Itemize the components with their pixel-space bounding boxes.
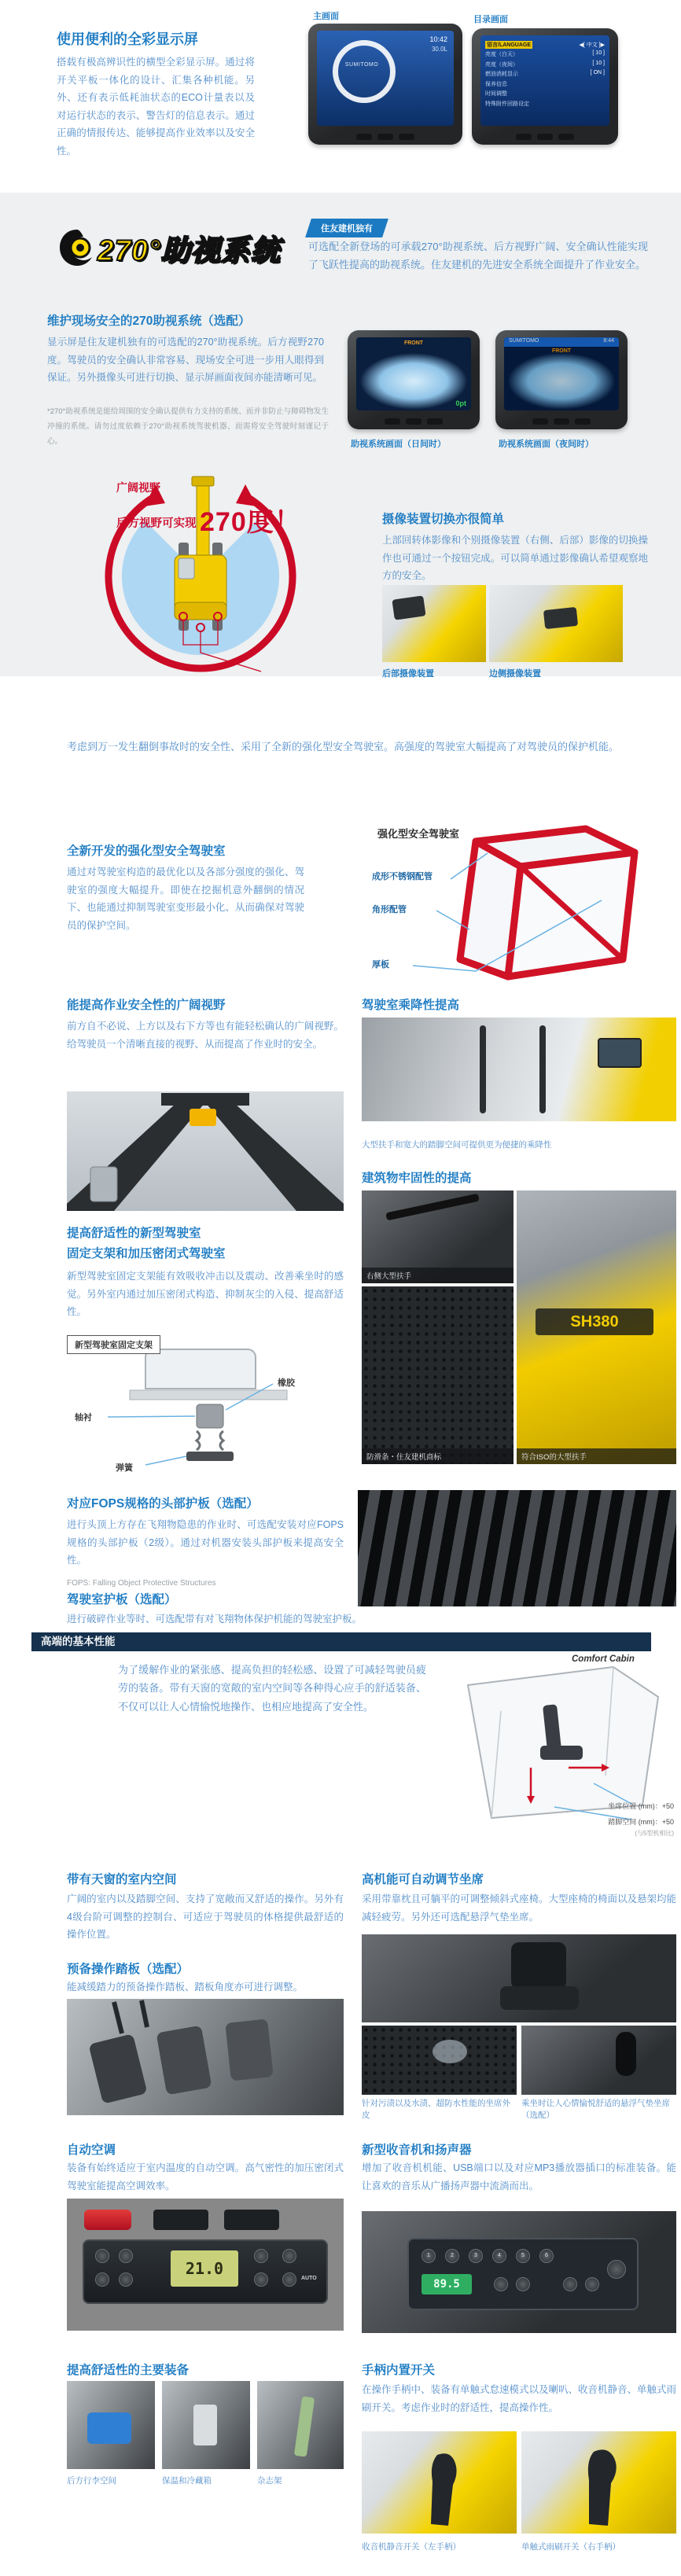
night-view-monitor-image: [495, 330, 628, 429]
menu-item-fuel-display: 燃油消耗显示: [485, 72, 518, 77]
radio-preset-button: 6: [539, 2249, 554, 2263]
console-box-icon: [193, 2405, 217, 2445]
water-drop-icon: [433, 2040, 467, 2063]
exclusive-badge: 住友建机独有: [305, 219, 388, 237]
status-label: 0pt: [455, 399, 466, 407]
skylight-frame-graphic: [67, 1091, 344, 1211]
menu-item-brightness-night: 亮度（夜间）: [485, 61, 518, 68]
assist-sub-body: 显示屏是住友建机独有的可选配的270°助视系统。后方视野270度。驾驶员的安全确认非常容易、现场安全可进一步用人眼得到保证。另外摄像头可进行切换、显示屏画面夜间亦能清晰可见。: [47, 337, 324, 383]
cab-access-title: 驾驶室乘降性提高: [362, 999, 460, 1012]
radio-button: [585, 2277, 599, 2291]
ac-button: [254, 2272, 268, 2287]
auto-label: AUTO: [301, 2276, 317, 2281]
assist-sub-title: 维护现场安全的270助视系统（选配）: [47, 315, 251, 328]
mount-diagram-title: 新型驾驶室固定支架: [67, 1335, 160, 1354]
ac-button: [254, 2249, 268, 2263]
skylight-body: 广阔的室内以及踏脚空间、支持了宽敞而又舒适的操作。另外有4级台阶可调整的控制台、可适应于驾驶员的体格提供最舒适的操作位置。: [67, 1893, 344, 1940]
radio-preset-button: 4: [492, 2249, 506, 2263]
left-handle-photo: [362, 2431, 517, 2534]
vent-icon: [224, 2210, 279, 2230]
gauge-screen: [317, 31, 454, 126]
menu-item-maintenance: 保养信息: [485, 81, 507, 87]
pedal-title: 预备操作踏板（选配）: [67, 1963, 190, 1976]
photo-caption: 右侧大型扶手: [362, 1268, 514, 1283]
joystick-graphic: [362, 2431, 517, 2534]
comparison-note: (与5型机相比): [635, 1830, 674, 1837]
ac-temperature-display: 21.0: [171, 2250, 238, 2287]
day-camera-screen: [356, 337, 471, 410]
seat-cushion-icon: [500, 1986, 579, 2010]
right-handle-photo: [521, 2431, 676, 2534]
mount-label-rubber: 橡胶: [278, 1378, 295, 1388]
machine-rear-photo: [517, 1190, 676, 1464]
monitor-buttons: [385, 418, 443, 425]
cab-diagram-title: 强化型安全驾驶室: [377, 828, 460, 840]
menu-item-brightness-day: 亮度（白天）: [485, 52, 518, 57]
radio-button: [563, 2277, 577, 2291]
day-view-monitor-image: [348, 330, 480, 429]
ac-button: [95, 2249, 109, 2263]
fops-note: FOPS: Falling Object Protective Structures: [67, 1579, 216, 1588]
fov-label-2: 后方视野可实现: [116, 517, 197, 530]
pedals-graphic: [67, 1999, 344, 2115]
seat-fabric-photo: [362, 2026, 517, 2095]
screen-brand: SUMITOMO: [509, 338, 539, 344]
screen-time: 8:44: [603, 338, 614, 344]
hazard-button: [84, 2210, 131, 2230]
fov-270-label: 270度！: [200, 507, 302, 537]
screen-fuel: 30.0L: [431, 46, 447, 53]
reinforced-cab-title: 全新开发的强化型安全驾驶室: [67, 845, 226, 858]
camera-device-icon: [543, 607, 578, 629]
night-screen-caption: 助视系统画面（夜间时）: [499, 440, 594, 449]
robustness-title: 建筑物牢固性的提高: [362, 1172, 472, 1185]
seat-fabric-caption: 针对污渍以及水渍、超防水性能的坐席外皮: [362, 2099, 510, 2121]
ac-button: [119, 2272, 133, 2287]
antislip-photo: [362, 1286, 514, 1464]
seat-body: 采用带靠枕且可躺平的可调整倾斜式座椅。大型座椅的椅面以及悬架均能减轻疲劳。另外还可选配悬浮气垫坐席。: [362, 1893, 677, 1923]
ac-body: 装备有始终适应于室内温度的自动空调。高气密性的加压密闭式驾驶室能提高空调效率。: [67, 2162, 344, 2191]
joystick-icon: [616, 2032, 636, 2076]
cab-guard-body: 进行破碎作业等时、可选配带有对飞翔物体保护机能的驾驶室护板。: [67, 1614, 363, 1625]
photo-caption: 防滑条・住友建机商标: [362, 1448, 514, 1464]
pedal-body: 能减缓踏力的预备操作踏板、踏板角度亦可进行调整。: [67, 1982, 304, 1993]
fops-body: 进行头顶上方存在飞翔物隐患的作业时、可选配安装对应FOPS规格的头部护板（2级）。通过对机器安装头部护板来提高安全性。: [67, 1519, 344, 1566]
ac-button: [282, 2249, 296, 2263]
screen-brand: SUMITOMO: [344, 62, 379, 68]
menu-item-language: 语言/LANGUAGE: [487, 42, 531, 48]
right-handle-caption: 单触式雨刷开关（右手柄）: [521, 2542, 620, 2552]
radio-title: 新型收音机和扬声器: [362, 2144, 472, 2157]
head-guard-photo: [358, 1490, 676, 1606]
handrail-photo: [362, 1190, 514, 1283]
camera-switch-title: 摄像装置切换亦很简单: [382, 513, 505, 526]
side-camera-caption: 边侧摄像装置: [489, 669, 541, 679]
monitor-buttons: [532, 418, 591, 425]
seat-position-callout: 坐席位置 (mm)：+50: [608, 1802, 674, 1810]
vent-icon: [153, 2210, 208, 2230]
front-label: FRONT: [403, 340, 424, 346]
ac-control-panel: [83, 2239, 328, 2304]
skylight-view-photo: [67, 1091, 344, 1211]
cab-guard-title: 驾驶室护板（选配）: [67, 1593, 177, 1606]
cab-mount-diagram: [67, 1335, 346, 1489]
radio-preset-button: 5: [516, 2249, 530, 2263]
rear-camera-photo: [382, 585, 486, 662]
comfort-cab-title-1: 提高舒适性的新型驾驶室: [67, 1227, 201, 1240]
radio-body: 增加了收音机机能、USB端口以及对应MP3播放器插口的标准装备。能让喜欢的音乐从广播扬声器中流淌而出。: [362, 2162, 676, 2191]
camera-device-icon: [392, 595, 425, 620]
cooler-box-icon: [87, 2412, 131, 2444]
air-seat-photo: [521, 2026, 676, 2095]
left-handle-caption: 收音机静音开关（左手柄）: [362, 2542, 461, 2552]
fov-label-1: 广阔视野: [116, 481, 160, 494]
visibility-body: 前方自不必说、上方以及右下方等也有能轻松确认的广阔视野。给驾驶员一个清晰直接的视野、从而提高了作业时的安全。: [67, 1021, 344, 1050]
ac-panel-photo: [67, 2199, 344, 2331]
cab-diagram-label-pipe: 成形不锈钢配管: [372, 872, 433, 881]
display-section-title: 使用便利的全彩显示屏: [57, 31, 198, 47]
reinforced-cab-diagram: [358, 810, 676, 995]
model-logo: SH380: [536, 1308, 653, 1335]
menu-item-time: 时间调整: [485, 91, 507, 97]
magazine-icon: [294, 2396, 315, 2456]
handrail-icon: [480, 1025, 486, 1113]
cab-diagram-label-plate: 厚板: [372, 960, 389, 970]
ac-title: 自动空调: [67, 2144, 116, 2157]
comfort-cabin-label: Comfort Cabin: [572, 1654, 635, 1664]
side-camera-photo: [489, 585, 623, 662]
screen-time: 10:42: [429, 35, 447, 43]
handrail-icon: [539, 1025, 546, 1113]
seat-back-icon: [511, 1942, 566, 1989]
skylight-title: 带有天窗的室内空间: [67, 1873, 177, 1886]
joystick-graphic: [521, 2431, 676, 2534]
comfort-cab-body: 新型驾驶室固定支架能有效吸收冲击以及震动、改善乘坐时的感觉。另外室内通过加压密闭式构造、抑制灰尘的入侵、提高舒适性。: [67, 1271, 344, 1317]
cab-diagram-label-angle: 角形配管: [372, 905, 407, 914]
magazine-rack-photo: [257, 2381, 344, 2469]
seat-title: 高机能可自动调节坐席: [362, 1873, 484, 1886]
handrail-icon: [385, 1194, 479, 1221]
radio-button: [494, 2277, 508, 2291]
cool-box-photo: [162, 2381, 250, 2469]
display-section-body: 搭载有极高辨识性的横型全彩显示屏。通过将开关平板一体化的设计、汇集各种机能。另外、还有表示低耗油状态的ECO计量表以及对运行状态的表示、警告灯的信息表示。通过正确的情报传达、能够提高作业效率以及安全性。: [57, 57, 255, 156]
menu-item-attachment: 特殊附件回路设定: [485, 101, 529, 107]
ac-button: [119, 2249, 133, 2263]
comfort-cabin-figure: [436, 1650, 676, 1840]
main-screen-label: 主画面: [313, 12, 339, 21]
radio-photo: [362, 2211, 676, 2333]
assist-footnote: *270°助视系统是能给周围的安全确认提供有力支持的系统、而并非防止与障碍物发生冲撞的系统。请勿过度依赖于270°助视系统驾驶机器、而需将安全驾驶时刻谨记于心。: [47, 407, 329, 446]
handle-switch-body: 在操作手柄中、装备有单触式怠速模式以及喇叭、收音机静音、单触式雨刷开关。考虑作业时的舒适性，提高操作性。: [362, 2384, 677, 2413]
radio-preset-button: 3: [469, 2249, 483, 2263]
day-screen-caption: 助视系统画面（日间时）: [351, 440, 446, 449]
monitor-buttons: [516, 134, 574, 140]
camera-switch-body: 上部回转体影像和个别摄像装置（右侧、后部）影像的切换操作也可通过一个按钮完成。可以简单通过影像确认希望观察地方的安全。: [382, 535, 648, 581]
menu-screen: 语言/LANGUAGE ◀[ 中文 ]▶ 亮度（白天） [ 10 ] 亮度（夜间） [ 10 ] 燃油消耗显示 [ ON ] 保养信息 时间调整 特殊附件回路设定: [480, 35, 609, 126]
menu-screen-monitor-image: [472, 28, 618, 145]
fops-title: 对应FOPS规格的头部护板（选配）: [67, 1497, 259, 1511]
reinforced-cab-body: 通过对驾驶室构造的最优化以及各部分强度的强化、驾驶室的强度大幅提升。即使在挖掘机意外翻倒的情况下、也能通过抑制驾驶室变形最小化、从而确保对驾驶员的保护空间。: [67, 867, 304, 931]
eye-icon: [57, 227, 98, 268]
cab-access-photo: [362, 1018, 676, 1121]
assist-logo-text: 270°助视系统: [98, 234, 281, 267]
air-seat-caption: 乘坐时让人心情愉悦舒适的悬浮气垫坐席（选配）: [521, 2099, 670, 2121]
radio-preset-button: 2: [445, 2249, 459, 2263]
mount-label-bushing: 轴衬: [75, 1413, 92, 1422]
equipment-title: 提高舒适性的主要装备: [67, 2364, 190, 2377]
performance-intro: 为了缓解作业的紧张感、提高负担的轻松感、设置了可减轻驾驶员疲劳的装备。带有天窗的宽敞的室内空间等各种得心应手的舒适装备、不仅可以让人心情愉悦地操作、也相应地提高了安全性。: [118, 1664, 426, 1713]
main-screen-monitor-image: [308, 24, 462, 145]
photo-caption: 符合ISO的大型扶手: [517, 1448, 676, 1464]
gauge-ring-icon: [333, 40, 396, 103]
visibility-title: 能提高作业安全性的广阔视野: [67, 999, 226, 1012]
luggage-caption: 后方行李空间: [67, 2476, 116, 2486]
assist-intro: 可选配全新登场的可承载270°助视系统、后方视野广阔、安全确认性能实现了飞跃性提高的助视系统。住友建机的先进安全系统全面提升了作业安全。: [308, 241, 648, 271]
menu-screen-label: 目录画面: [473, 15, 508, 24]
ac-button: [95, 2272, 109, 2287]
performance-banner: 高端的基本性能: [31, 1632, 651, 1651]
radio-preset-button: 1: [421, 2249, 436, 2263]
pedal-photo: [67, 1999, 344, 2115]
cool-box-caption: 保温和冷藏箱: [162, 2476, 212, 2486]
mount-label-spring: 弹簧: [116, 1463, 133, 1473]
rear-camera-caption: 后部摄像装置: [382, 669, 434, 679]
front-label: FRONT: [551, 348, 572, 354]
radio-button: [516, 2277, 530, 2291]
comfort-cab-title-2: 固定支架和加压密闭式驾驶室: [67, 1247, 226, 1260]
cab-access-caption: 大型扶手和宽大的踏脚空间可提供更为便捷的乘降性: [362, 1139, 552, 1150]
seat-photo: [362, 1934, 676, 2022]
cab-mount-graphic: [67, 1335, 346, 1489]
cab-intro: 考虑到万一发生翻倒事故时的安全性、采用了全新的强化型安全驾驶室。高强度的驾驶室大幅提高了对驾驶员的保护机能。: [67, 741, 620, 753]
ac-auto-button: [282, 2272, 296, 2287]
luggage-space-photo: [67, 2381, 155, 2469]
foot-space-callout: 踏脚空间 (mm)：+50: [608, 1818, 674, 1826]
radio-frequency-display: 89.5: [421, 2274, 472, 2294]
comfort-cabin-graphic: [436, 1650, 676, 1840]
handle-switch-title: 手柄内置开关: [362, 2364, 436, 2377]
magazine-caption: 杂志架: [257, 2476, 282, 2486]
monitor-buttons: [356, 134, 414, 140]
radio-knob: [607, 2260, 626, 2279]
assist-logo: [57, 226, 281, 269]
night-camera-screen: [504, 337, 619, 410]
mirror-icon: [598, 1038, 642, 1068]
